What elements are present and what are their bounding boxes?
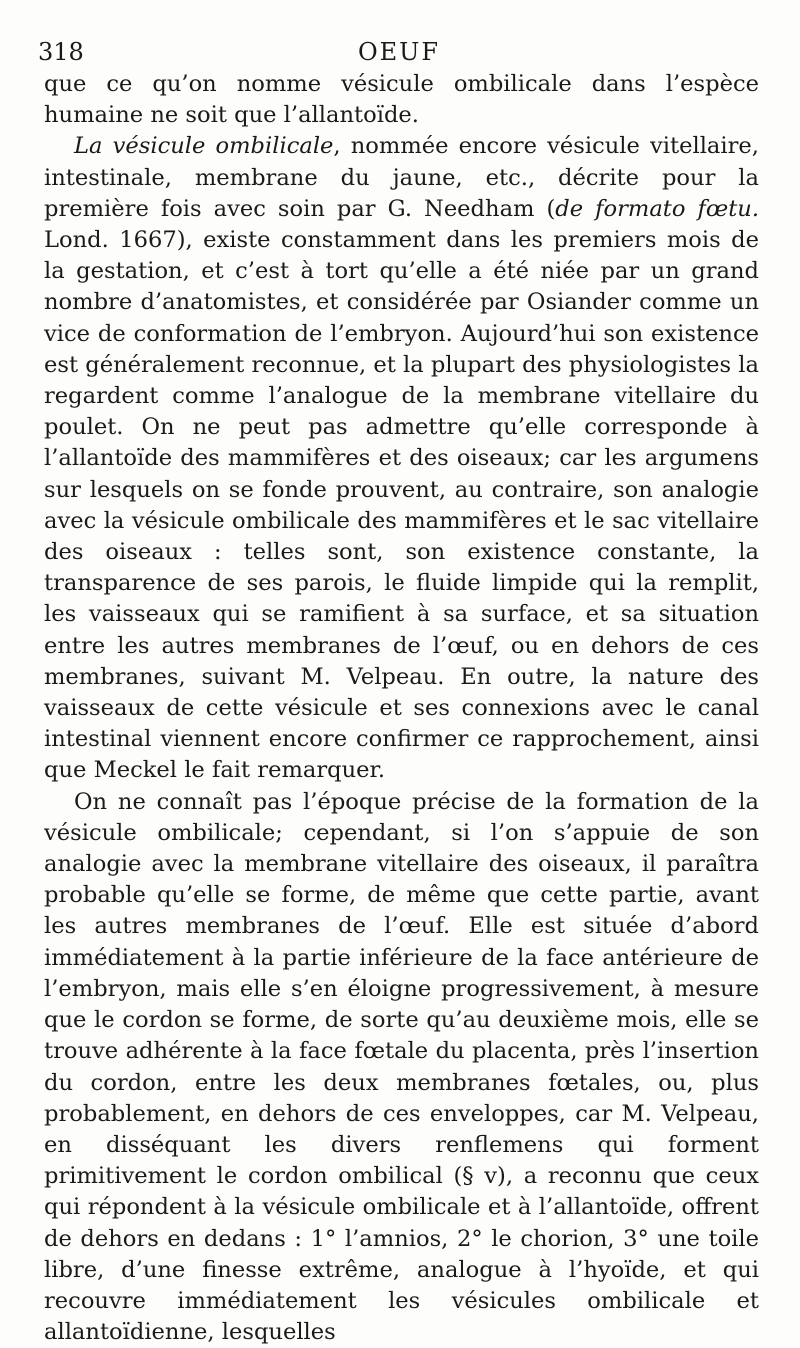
body-text <box>44 69 759 1348</box>
paragraph-text: que ce qu’on nomme vésicule ombilicale dans l’espèce humaine ne soit que l’allantoïde. <box>44 71 759 129</box>
paragraph-lead-term: La vésicule ombilicale <box>74 133 334 160</box>
paragraph-formation <box>44 787 759 1348</box>
running-head <box>38 34 760 70</box>
paragraph-vesicule-ombilicale <box>44 131 759 786</box>
paragraph-text: On ne connaît pas l’époque précise de la formation de la vésicule ombilicale; cependant, si l’on s’appuie de son analogie avec la membrane vitellaire des oiseaux, il paraîtra probable qu’elle se forme, de même que cette partie, avant les autres membranes de l’œuf. Elle est située d’abord immédiatement à la partie inférieure de la face antérieure de l’embryon, mais elle s’en éloigne progressivement, à mesure que le cordon se forme, de sorte qu’au deuxième mois, elle se trouve adhérente à la face fœtale du placenta, près l’insertion du cordon, entre les deux membranes fœtales, ou, plus probablement, en dehors de ces enveloppes, car M. Velpeau, en disséquant les divers renflemens qui forment primitivement le cordon ombilical (§ v), a reconnu que ceux qui répondent à la vésicule ombilicale et à l’allantoïde, offrent de dehors en dedans : 1° l’amnios, 2° le chorion, 3° une toile libre, d’une finesse extrême, analogue à l’hyoïde, et qui recouvre immédiatement les vésicules ombilicale et allantoïdienne, lesquelles <box>44 788 759 1346</box>
page-number: 318 <box>38 38 84 66</box>
paragraph-text: Lond. 1667), existe constamment dans les premiers mois de la gestation, et c’est à tort qu’elle a été niée par un grand nombre d’anatomistes, et considérée par Osiander comme un vice de conformation de l’embryon. Aujourd’hui son existence est généralement reconnue, et la plupart des physiologistes la regardent comme l’analogue de la membrane vitellaire du poulet. On ne peut pas admettre qu’elle corresponde à l’allantoïde des mammifères et des oiseaux; car les argumens sur lesquels on se fonde prouvent, au contraire, son analogie avec la vésicule ombilicale des mammifères et le sac vitellaire des oiseaux : telles sont, son existence constante, la transparence de ses parois, le fluide limpide qui la remplit, les vaisseaux qui se ramifient à sa surface, et sa situation entre les autres membranes de l’œuf, ou en dehors de ces membranes, suivant M. Velpeau. En outre, la nature des vaisseaux de cette vésicule et ses connexions avec le canal intestinal viennent encore confirmer ce rapprochement, ainsi que Meckel le fait remarquer. <box>44 227 759 784</box>
paragraph-continuation <box>44 69 759 131</box>
page-heading: OEUF <box>357 38 441 66</box>
citation-title: de formato fœtu. <box>555 195 760 222</box>
paragraph-text: , nommée encore vésicule vitellaire, intestinale, membrane du jaune, etc., décrite pour la première fois avec soin par G. Needham ( <box>44 133 759 222</box>
